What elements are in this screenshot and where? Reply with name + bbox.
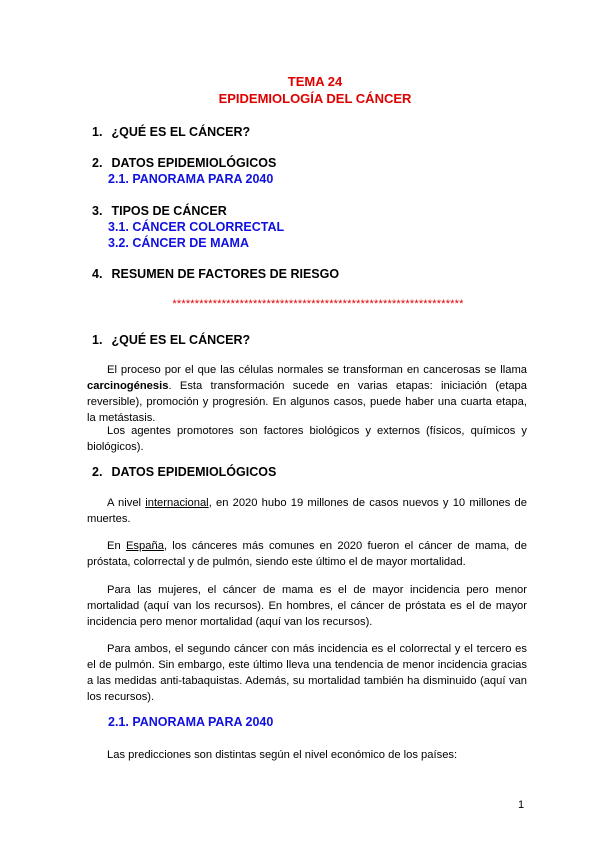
section-2-title: DATOS EPIDEMIOLÓGICOS: [111, 465, 277, 479]
section-1-heading: [92, 333, 250, 347]
section-2-p1-text-cont: , en 2020 hubo 19 millones de casos nuevos y 10 millones de muertes.: [87, 497, 527, 525]
doc-title-line1: TEMA 24: [287, 74, 343, 89]
toc-item-3-label: TIPOS DE CÁNCER: [111, 204, 227, 218]
toc-item-1: [92, 125, 250, 139]
toc-item-4-number: 4.: [92, 267, 103, 281]
toc-item-2: [92, 156, 276, 170]
subsection-2-1-paragraph-1: Las predicciones son distintas según el nivel económico de los países:: [107, 749, 458, 761]
toc-item-3-2: 3.2. CÁNCER DE MAMA: [108, 236, 249, 250]
separator-stars: *****************************************************************: [172, 298, 464, 310]
doc-title-line2: EPIDEMIOLOGÍA DEL CÁNCER: [218, 91, 412, 106]
toc-item-4: [92, 267, 339, 281]
section-1-p1-text-cont: . Esta transformación sucede en varias etapas: iniciación (etapa reversible), promoción y progresión. En algunos casos, puede haber una cuarta etapa, la metástasis.: [87, 380, 527, 424]
internacional-underlined: internacional: [145, 497, 209, 509]
section-2-paragraph-2: [87, 538, 527, 570]
carcinogenesis-term: carcinogénesis: [87, 380, 169, 392]
section-1-paragraph-1: [87, 362, 527, 426]
section-1-title: ¿QUÉ ES EL CÁNCER?: [111, 333, 251, 347]
section-2-p2-text: En: [107, 540, 126, 552]
toc-item-3: [92, 204, 227, 218]
section-2-heading: [92, 465, 276, 479]
page-number: 1: [518, 799, 525, 811]
section-2-p2-text-cont: , los cánceres más comunes en 2020 fueron el cáncer de mama, de próstata, colorrectal y de pulmón, siendo este último el de mayor mortalidad.: [87, 540, 527, 568]
section-1-paragraph-2: Los agentes promotores son factores biológicos y externos (físicos, químicos y biológicos).: [87, 425, 527, 453]
section-1-p1-text: El proceso por el que las células normales se transforman en cancerosas se llama: [107, 364, 527, 376]
section-2-paragraph-1: [87, 495, 527, 527]
toc-item-1-number: 1.: [92, 125, 103, 139]
toc-item-2-1: 2.1. PANORAMA PARA 2040: [108, 172, 274, 186]
toc-item-1-label: ¿QUÉ ES EL CÁNCER?: [111, 125, 251, 139]
subsection-2-1-title: 2.1. PANORAMA PARA 2040: [108, 715, 274, 729]
toc-item-4-label: RESUMEN DE FACTORES DE RIESGO: [111, 267, 340, 281]
section-2-number: 2.: [92, 465, 103, 479]
section-1-number: 1.: [92, 333, 103, 347]
section-2-paragraph-3: Para las mujeres, el cáncer de mama es el de mayor incidencia pero menor mortalidad (aquí van los recursos). En hombres, el cáncer de próstata es el de mayor incidencia pero menor mortalidad (aquí van los recursos).: [87, 584, 527, 628]
espana-underlined: España: [125, 540, 164, 552]
toc-item-2-label: DATOS EPIDEMIOLÓGICOS: [111, 156, 277, 170]
toc-item-3-1: 3.1. CÁNCER COLORRECTAL: [108, 220, 285, 234]
toc-item-3-number: 3.: [92, 204, 103, 218]
toc-item-2-number: 2.: [92, 156, 103, 170]
section-2-p1-text: A nivel: [107, 497, 146, 509]
section-2-paragraph-4: Para ambos, el segundo cáncer con más incidencia es el colorrectal y el tercero es el de pulmón. Sin embargo, este último lleva una tendencia de menor incidencia gracias a las medidas anti-tabaquistas. Además, su mortalidad también ha disminuido (aquí van los recursos).: [87, 643, 527, 703]
